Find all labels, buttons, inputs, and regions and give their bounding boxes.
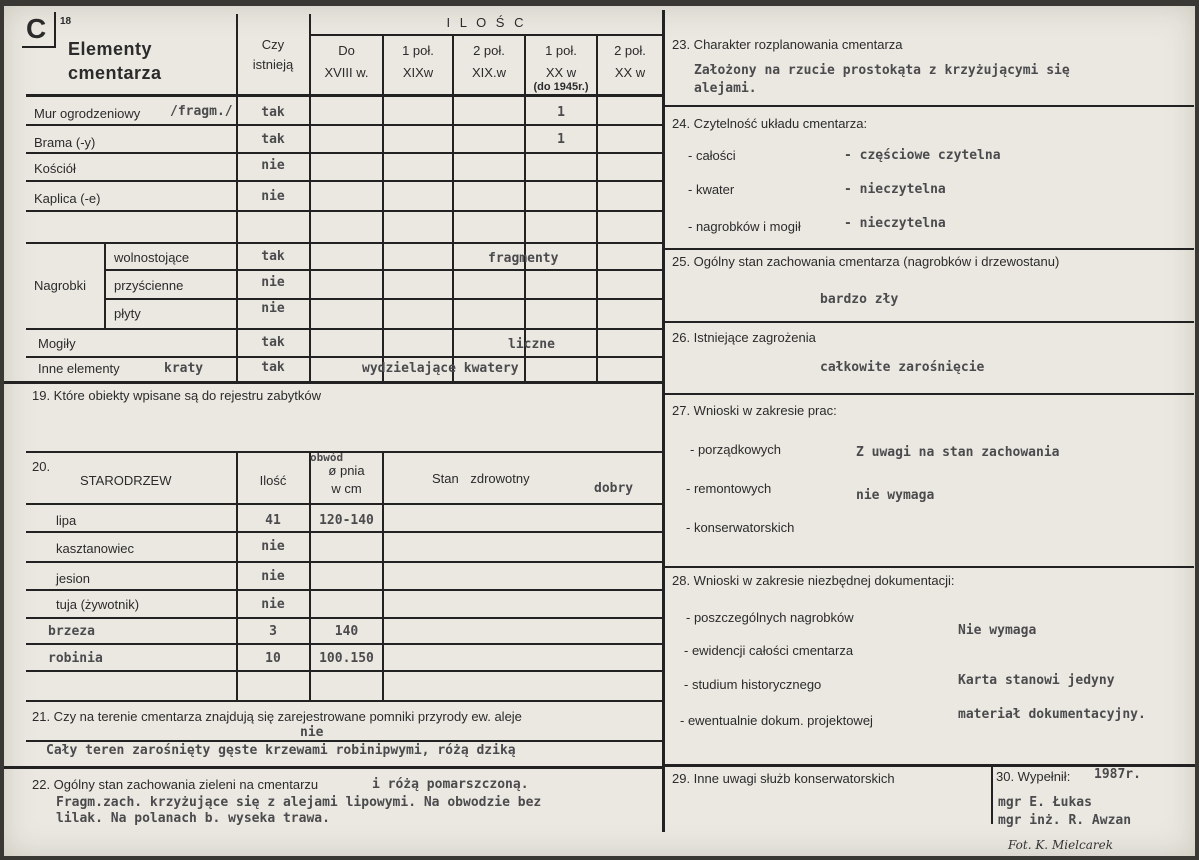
col-exists-l1: Czy	[261, 37, 285, 52]
tree-name: kasztanowiec	[56, 541, 135, 556]
period-header-2	[384, 44, 452, 81]
q21-answer: nie	[300, 725, 324, 740]
exists-gate: tak	[261, 132, 285, 147]
grid-line	[4, 381, 664, 384]
q25-answer: bardzo zły	[820, 292, 899, 307]
q21-label: 21. Czy na terenie cmentarza znajdują się zarejestrowane pomniki przyrody ew. aleje	[32, 709, 522, 724]
row-label-freestanding: wolnostojące	[114, 250, 190, 265]
value-gate: 1	[557, 132, 565, 147]
q30-name1: mgr E. Łukas	[998, 795, 1092, 810]
grid-line	[309, 34, 664, 36]
q24-answer: - częściowe czytelna	[844, 148, 1001, 163]
tree-count: 3	[269, 624, 277, 639]
exists-church: nie	[261, 158, 285, 173]
q27-item: - remontowych	[686, 481, 772, 496]
period-2-l2: XIXw	[402, 65, 434, 81]
photo-credit: Fot. K. Mielcarek	[1008, 838, 1113, 852]
grid-line	[26, 210, 664, 212]
grid-line	[26, 94, 664, 97]
note-freestanding: fragmenty	[488, 251, 559, 266]
period-header-5	[598, 44, 662, 81]
q28-answer1: Nie wymaga	[958, 623, 1037, 638]
q28-item: - poszczególnych nagrobków	[686, 610, 854, 625]
q20-col-circ-l1: ø pnia	[328, 463, 365, 478]
tree-name: lipa	[56, 513, 77, 528]
q27-label: 27. Wnioski w zakresie prac:	[672, 403, 837, 418]
section-title-line1: Elementy	[68, 39, 153, 59]
q27-answer1: Z uwagi na stan zachowania	[856, 445, 1060, 460]
grid-line	[26, 589, 664, 591]
period-1-l2: XVIII w.	[324, 65, 369, 81]
q28-label: 28. Wnioski w zakresie niezbędnej dokumentacji:	[672, 573, 955, 588]
grid-line	[4, 766, 664, 769]
grid-line	[104, 298, 664, 300]
grid-line	[664, 566, 1194, 568]
tree-name: brzeza	[48, 624, 95, 639]
exists-chapel: nie	[261, 189, 285, 204]
q22-typed2: Fragm.zach. krzyżujące się z alejami lipowymi. Na obwodzie bez	[56, 795, 542, 810]
grid-line	[26, 617, 664, 619]
q29-label: 29. Inne uwagi służb konserwatorskich	[672, 771, 895, 786]
q20-col-health: Stan zdrowotny	[432, 471, 530, 486]
q23-answer2: alejami.	[694, 81, 757, 96]
q28-item: - ewidencji całości cmentarza	[684, 643, 854, 658]
ilosc-header: I L O Ś C	[446, 15, 527, 30]
q27-item: - porządkowych	[690, 442, 782, 457]
grid-line	[26, 180, 664, 182]
grid-line	[26, 561, 664, 563]
tree-count: nie	[261, 539, 285, 554]
grid-line	[26, 643, 664, 645]
section-title-line2: cmentarza	[68, 63, 162, 83]
q20-col-circ-l2: w cm	[331, 481, 362, 497]
q20-health-value: dobry	[594, 481, 634, 496]
q24-answer: - nieczytelna	[844, 216, 946, 231]
tree-circ: 120-140	[319, 513, 374, 528]
tree-name: jesion	[56, 571, 90, 586]
row-label-wall-mounted: przyścienne	[114, 278, 184, 293]
q24-label: 24. Czytelność układu cmentarza:	[672, 116, 868, 131]
tree-count: 10	[265, 651, 281, 666]
grid-line	[26, 670, 664, 672]
q24-item: - całości	[688, 148, 736, 163]
period-5-l2: XX w	[614, 65, 646, 81]
cemetery-record-card	[4, 6, 1195, 856]
q28-item: - ewentualnie dokum. projektowej	[680, 713, 873, 728]
q21-answer2: Cały teren zarośnięty gęste krzewami robinipwymi, różą dziką	[46, 743, 516, 758]
tree-circ: 100.150	[319, 651, 374, 666]
q22-label: 22. Ogólny stan zachowania zieleni na cmentarzu	[32, 777, 319, 792]
grid-line	[26, 451, 664, 453]
q28-item: - studium historycznego	[684, 677, 822, 692]
grid-line	[26, 740, 664, 742]
q23-label: 23. Charakter rozplanowania cmentarza	[672, 37, 903, 52]
grid-line	[991, 764, 993, 824]
period-4-l3: (do 1945r.)	[533, 80, 589, 93]
period-4-l2: XX w	[545, 65, 577, 81]
q28-answer3: materiał dokumentacyjny.	[958, 707, 1146, 722]
exists-wall: tak	[261, 105, 285, 120]
col-exists-l2: istnieją	[252, 57, 294, 73]
grid-line	[26, 328, 664, 330]
col-exists-header	[238, 38, 308, 73]
period-5-l1: 2 poł.	[614, 43, 646, 58]
q19-label: 19. Które obiekty wpisane są do rejestru zabytków	[32, 388, 322, 403]
period-1-l1: Do	[338, 43, 355, 58]
period-3-l1: 2 poł.	[473, 43, 505, 58]
row-label-slabs: płyty	[114, 306, 141, 321]
card-number: 18	[60, 16, 72, 27]
period-2-l1: 1 poł.	[402, 43, 434, 58]
exists-slabs: nie	[261, 301, 285, 316]
q22-typed1: i różą pomarszczoną.	[372, 777, 529, 792]
row-label-chapel: Kaplica (-e)	[34, 191, 101, 206]
grid-line	[664, 248, 1194, 250]
grid-line	[26, 531, 664, 533]
q27-item: - konserwatorskich	[686, 520, 795, 535]
grid-line	[26, 700, 664, 702]
typed-note-wall: /fragm./	[170, 104, 233, 119]
q25-label: 25. Ogólny stan zachowania cmentarza (nagrobków i drzewostanu)	[672, 254, 1060, 269]
q26-label: 26. Istniejące zagrożenia	[672, 330, 816, 345]
center-divider	[662, 10, 665, 832]
q28-answer2: Karta stanowi jedyny	[958, 673, 1115, 688]
card-letter: C	[26, 13, 47, 44]
row-label-wall: Mur ogrodzeniowy	[34, 106, 141, 121]
q30-name2: mgr inż. R. Awzan	[998, 813, 1132, 828]
exists-freestanding: tak	[261, 249, 285, 264]
grid-line	[664, 105, 1194, 107]
tree-count: 41	[265, 513, 281, 528]
grid-line	[26, 503, 664, 505]
exists-wall-mounted: nie	[261, 275, 285, 290]
tree-circ: 140	[334, 624, 359, 639]
q24-item: - kwater	[688, 182, 735, 197]
q26-answer: całkowite zarośnięcie	[820, 360, 985, 375]
tree-count: nie	[261, 569, 285, 584]
grid-line	[26, 242, 664, 244]
tree-count: nie	[261, 597, 285, 612]
q20-col-circ-typed: obwód	[310, 451, 344, 464]
grid-line	[104, 269, 664, 271]
value-wall: 1	[557, 105, 565, 120]
q24-answer: - nieczytelna	[844, 182, 946, 197]
note-graves: liczne	[508, 337, 555, 352]
row-label-church: Kościół	[34, 161, 76, 176]
grid-line	[382, 451, 384, 701]
q24-item: - nagrobków i mogił	[688, 219, 801, 234]
q30-label: 30. Wypełnił:	[996, 769, 1071, 784]
exists-graves: tak	[261, 335, 285, 350]
period-header-1	[311, 44, 382, 81]
grid-line	[664, 393, 1194, 395]
grid-line	[26, 152, 664, 154]
row-label-graves: Mogiły	[38, 336, 76, 351]
q23-answer1: Założony na rzucie prostokąta z krzyżującymi się	[694, 63, 1070, 78]
typed-other: kraty	[164, 361, 204, 376]
q20-col-count: Ilość	[259, 473, 287, 488]
period-header-3	[454, 44, 524, 81]
q20-col-species: STARODRZEW	[80, 473, 172, 488]
tree-name: tuja (żywotnik)	[56, 597, 140, 612]
tree-name: robinia	[48, 651, 103, 666]
row-label-gate: Brama (-y)	[34, 135, 96, 150]
grid-line	[26, 356, 664, 358]
q27-answer2: nie wymaga	[856, 488, 935, 503]
period-4-l1: 1 poł.	[545, 43, 577, 58]
period-3-l2: XIX.w	[472, 65, 506, 81]
q30-year: 1987r.	[1094, 767, 1141, 782]
exists-other: tak	[261, 360, 285, 375]
q20-col-circ	[311, 464, 382, 497]
row-label-other: Inne elementy	[38, 361, 120, 376]
period-header-4	[526, 44, 596, 93]
q20-number: 20.	[32, 459, 51, 474]
grid-line	[664, 321, 1194, 323]
row-label-tombstones: Nagrobki	[34, 278, 87, 293]
grid-line	[26, 124, 664, 126]
q22-typed3: lilak. Na polanach b. wyseka trawa.	[56, 811, 330, 826]
grid-line	[104, 242, 106, 328]
note-other: wydzielające kwatery	[362, 361, 519, 376]
